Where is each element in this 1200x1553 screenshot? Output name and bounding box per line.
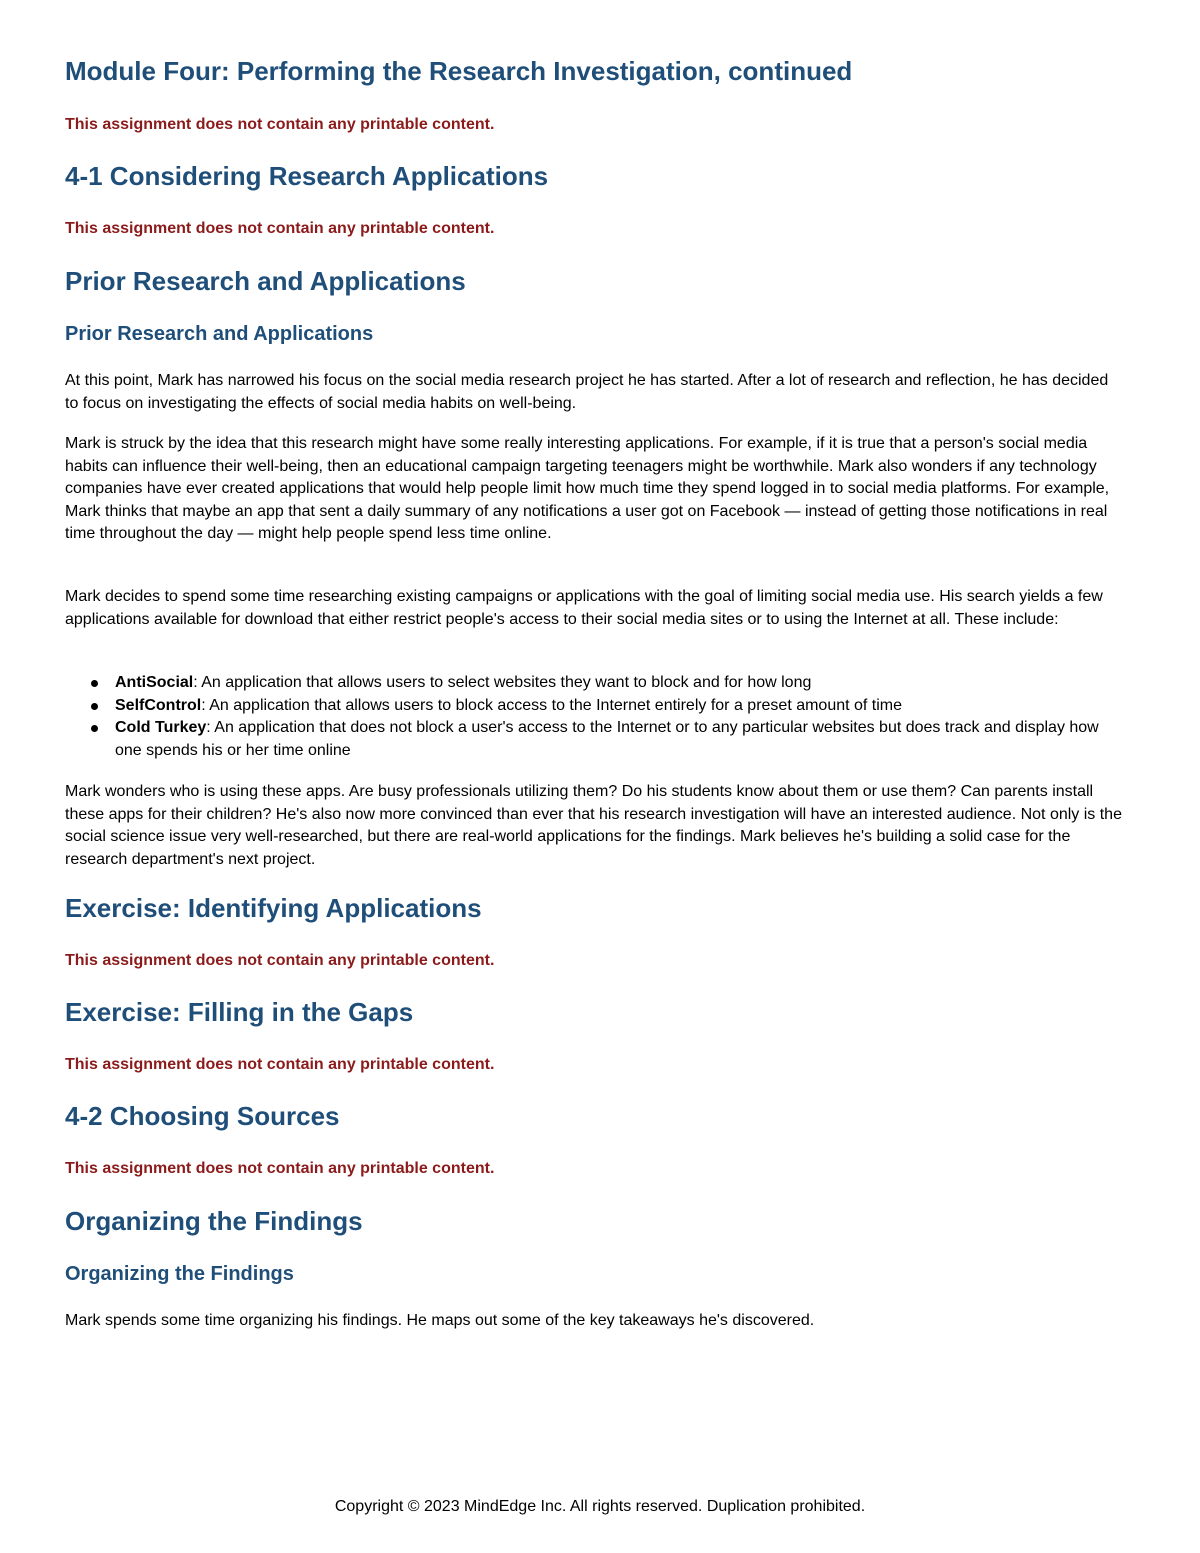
prior-research-title: Prior Research and Applications (65, 266, 466, 296)
no-printable-content-notice: This assignment does not contain any printable content. (65, 116, 495, 133)
no-printable-content-notice: This assignment does not contain any printable content. (65, 952, 495, 969)
organizing-findings-subtitle: Organizing the Findings (65, 1263, 294, 1285)
exercise-filling-gaps-title: Exercise: Filling in the Gaps (65, 997, 414, 1027)
app-description: : An application that does not block a user's access to the Internet or to any particular websites but does track and display how one spends his or her time online (115, 719, 1099, 759)
paragraph-researching-campaigns: Mark decides to spend some time researching existing campaigns or applications with the goal of limiting social media use. His search yields a few applications available for download that either restrict people's access to their social media sites or to using the Internet at all. These include: (65, 588, 1103, 628)
paragraph-who-uses-apps: Mark wonders who is using these apps. Are busy professionals utilizing them? Do his students know about them or use them? Can parents install these apps for their children? He's also now more convinced than ever that his research investigation will have an interested audience. Not only is the social science issue very well-researched, but there are real-world applications for the findings. Mark believes he's building a solid case for the research department's next project. (65, 783, 1122, 868)
bullet-icon (91, 680, 98, 687)
app-description: : An application that allows users to select websites they want to block and for how long (193, 674, 812, 691)
organizing-findings-title: Organizing the Findings (65, 1206, 363, 1236)
app-name: Cold Turkey (115, 719, 207, 736)
module-title: Module Four: Performing the Research Investigation, continued (65, 56, 853, 86)
copyright-footer: Copyright © 2023 MindEdge Inc. All rights reserved. Duplication prohibited. (334, 1498, 866, 1515)
no-printable-content-notice: This assignment does not contain any printable content. (65, 220, 495, 237)
paragraph-interesting-applications: Mark is struck by the idea that this research might have some really interesting applications. For example, if it is true that a person's social media habits can influence their well-being, then an educational campaign targeting teenagers might be worthwhile. Mark also wonders if any technology companies have ever created applications that would help people limit how much time they spend logged in to social media platforms. For example, Mark thinks that maybe an app that sent a daily summary of any notifications a user got on Facebook — instead of getting those notifications in real time throughout the day — might help people spend less time online. (65, 435, 1110, 542)
app-name: SelfControl (115, 696, 202, 714)
considering-research-applications-title: 4-1 Considering Research Applications (65, 161, 549, 191)
exercise-identifying-applications-title: Exercise: Identifying Applications (65, 893, 482, 923)
list-item (65, 717, 1125, 762)
applications-list (65, 672, 1125, 762)
app-description: : An application that allows users to block access to the Internet entirely for a preset amount of time (201, 696, 903, 714)
choosing-sources-title: 4-2 Choosing Sources (65, 1101, 340, 1131)
no-printable-content-notice: This assignment does not contain any printable content. (65, 1160, 495, 1177)
paragraph-organizing-findings: Mark spends some time organizing his findings. He maps out some of the key takeaways he's discovered. (65, 1312, 815, 1329)
app-name: AntiSocial (115, 674, 194, 691)
paragraph-narrowed-focus: At this point, Mark has narrowed his focus on the social media research project he has started. After a lot of research and reflection, he has decided to focus on investigating the effects of social media habits on well-being. (65, 372, 1109, 412)
list-item (65, 695, 1125, 718)
no-printable-content-notice: This assignment does not contain any printable content. (65, 1056, 495, 1073)
bullet-icon (91, 703, 98, 710)
bullet-icon (91, 725, 98, 732)
prior-research-subtitle: Prior Research and Applications (65, 323, 374, 345)
list-item (65, 672, 1125, 695)
